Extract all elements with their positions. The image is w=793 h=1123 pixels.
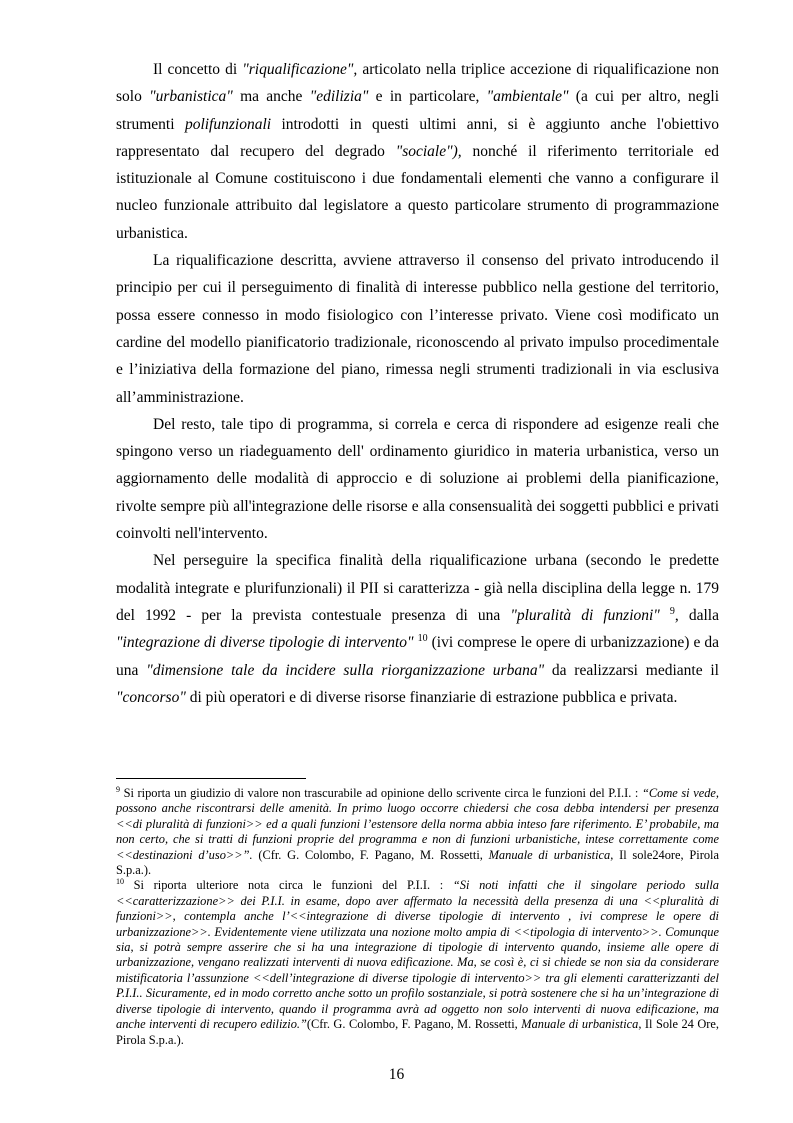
- paragraph-4: [116, 547, 719, 711]
- footnote-separator: [116, 778, 306, 779]
- text-span: , Il sole24ore, Pirola S.p.a.).: [116, 847, 719, 878]
- text-span: , Il Sole 24 Ore, Pirola S.p.a.).: [116, 1017, 720, 1047]
- text-span: (a cui per altro, negli strumenti: [116, 88, 720, 133]
- main-text: [116, 56, 719, 711]
- book-title: Manuale di urbanistica: [488, 847, 611, 862]
- italic-term: "riqualificazione",: [242, 61, 358, 78]
- italic-term: "edilizia": [309, 88, 369, 106]
- text-span: , dalla: [674, 606, 719, 624]
- italic-term: "ambientale": [486, 88, 569, 106]
- quote-text: “Come si vede, possono anche riscontrarsi delle amenità. In primo luogo occorre chiedersi che cosa debba intendersi per presenza <<di pluralità di funzioni>> ed a quali funzioni l’estensore della norma abbia inteso fare riferimento. E’ probabile, ma non certo, che si tratti di funzioni proprie del programma e non di funzioni urbanistiche, intese correttamente come <<destinazioni d’uso>>”.: [116, 786, 719, 862]
- footnote-mark: 9: [116, 784, 120, 794]
- text-span: e in particolare,: [368, 88, 487, 106]
- italic-term: "concorso": [116, 688, 186, 706]
- text-span: (ivi comprese le opere di urbanizzazione) e da una: [116, 634, 719, 679]
- paragraph-1: [116, 56, 719, 247]
- text-span: Nel perseguire la specifica finalità della riqualificazione urbana (secondo le predette modalità integrate e plurifunzionali) il PII si caratterizza - già nella disciplina della legge n. 179 del 1992 - per la prevista contestuale presenza di una: [116, 552, 719, 624]
- italic-term: "integrazione di diverse tipologie di intervento": [116, 634, 414, 652]
- paragraph-2: La riqualificazione descritta, avviene attraverso il consenso del privato introducendo il principio per cui il perseguimento di finalità di interesse pubblico nella gestione del territorio, possa essere connesso in modo fisiologico con l’interesse privato. Viene così modificato un cardine del modello pianificatorio tradizionale, riconoscendo al privato impulso procedimentale e l’iniziativa della formazione del piano, rimessa negli strumenti tradizionali in via esclusiva all’amministrazione.: [116, 252, 719, 406]
- text-span: Si riporta un giudizio di valore non trascurabile ad opinione dello scrivente circa le funzioni del P.I.I. :: [120, 786, 642, 800]
- text-span: di più operatori e di diverse risorse finanziarie di estrazione pubblica e privata.: [185, 688, 678, 706]
- quote-text: “Si noti infatti che il singolare periodo sulla <<caratterizzazione>> dei P.I.I. in esame, dopo aver affermato la necessità della presenza di una <<pluralità di funzioni>>, contempla anche l’<<integrazione di diverse tipologie di intervento , ivi comprese le opere di urbanizzazione>>. Evidentemente viene utilizzata una nozione molto ampia di <<tipologia di intervento>>. Comunque sia, si potrà sempre asserire che si ha una integrazione di tipologie di intervento quando, insieme alle opere di urbanizzazione, vengano realizzati interventi di nuova edificazione. Ma, se così è, ci si chiede se non sia da considerare mistificatoria l’assunzione <<dell’integrazione di diverse tipologie di intervento>> tra gli elementi caratterizzanti del P.I.I.. Sicuramente, ed in modo corretto anche sotto un profilo sostanziale, si potrà sostenere che si ha un’integrazione di diverse tipologie di intervento, quando il programma avrà ad oggetto non solo interventi di nuova edificazione, ma anche interventi di recupero edilizio.”: [116, 878, 719, 1032]
- text-span: da realizzarsi mediante il: [544, 661, 719, 679]
- italic-term: "urbanistica": [149, 88, 233, 106]
- book-title: Manuale di urbanistica: [521, 1017, 639, 1032]
- italic-term: "sociale"),: [395, 142, 462, 160]
- footnote-ref-9[interactable]: 9: [669, 605, 675, 617]
- footnote-10: [116, 878, 719, 1047]
- italic-term: "pluralità di funzioni": [510, 606, 660, 624]
- paragraph-3: Del resto, tale tipo di programma, si correla e cerca di rispondere ad esigenze reali che spingono verso un riadeguamento dell' ordinamento giuridico in materia urbanistica, verso un aggiornamento delle modalità di approccio e di soluzione ai problemi della pianificazione, rivolte sempre più all'integrazione delle risorse e alla consensualità dei soggetti pubblici e privati coinvolti nell'intervento.: [116, 415, 719, 543]
- footnotes: [116, 786, 719, 1048]
- text-span: Si riporta ulteriore nota circa le funzioni del P.I.I. :: [124, 878, 453, 893]
- text-span: (Cfr. G. Colombo, F. Pagano, M. Rossetti,: [306, 1017, 522, 1032]
- text-span: Il concetto di: [153, 61, 243, 78]
- text-span: articolato nella triplice accezione di riqualificazione non solo: [116, 61, 719, 106]
- footnote-ref-10[interactable]: 10: [417, 633, 428, 645]
- text-span: introdotti in questi ultimi anni, si è aggiunto anche l'obiettivo rappresentato dal recupero del degrado: [116, 115, 719, 160]
- text-span: (Cfr. G. Colombo, F. Pagano, M. Rossetti,: [252, 847, 489, 862]
- text-span: nonché il riferimento territoriale ed istituzionale al Comune costituiscono i due fondamentali elementi che vanno a configurare il nucleo funzionale attribuito dal legislatore a questo particolare strumento di programmazione urbanistica.: [116, 142, 719, 242]
- footnote-9: [116, 786, 719, 878]
- page-number: 16: [388, 1066, 405, 1083]
- footnote-mark: 10: [116, 877, 124, 887]
- italic-term: "dimensione tale da incidere sulla riorganizzazione urbana": [146, 661, 545, 679]
- italic-term: polifunzionali: [184, 115, 272, 133]
- text-span: ma anche: [232, 88, 310, 106]
